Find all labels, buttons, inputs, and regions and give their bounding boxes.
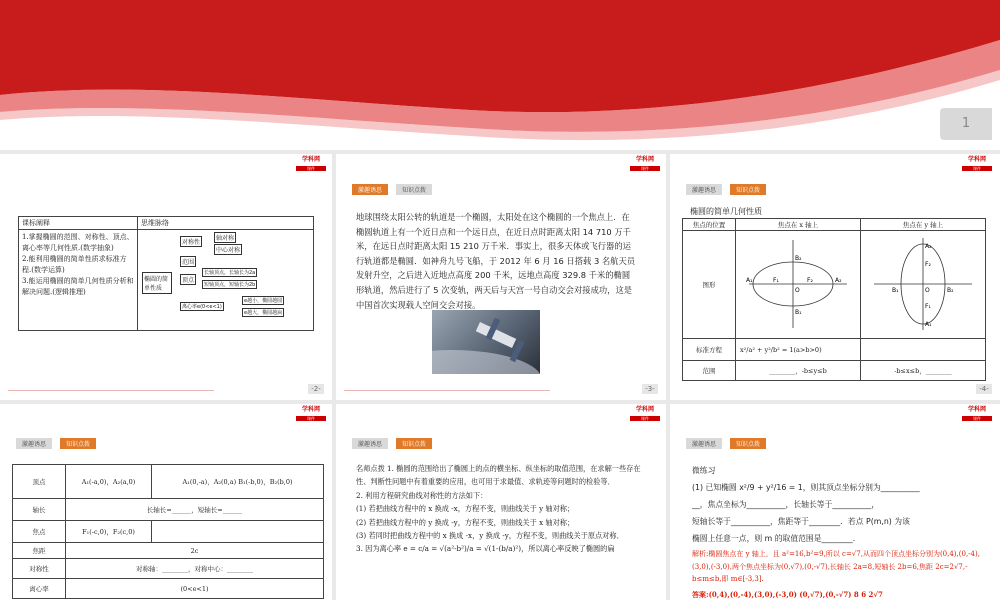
row-label: 轴长 <box>13 499 66 521</box>
mind-node: 范围 <box>180 256 196 267</box>
row-eq-label: 标准方程 <box>683 339 736 361</box>
mind-node: 短轴顶点，短轴长为2b <box>204 282 256 288</box>
cell-span: 2c <box>66 543 324 559</box>
exercise-title: 微练习 <box>692 466 716 475</box>
tab-zhishi[interactable]: 知识点拨 <box>730 438 766 449</box>
tip-intro: 名师点拨 1. 椭圆的范围给出了椭圆上的点的横坐标、纵坐标的取值范围，在求解一些存在性、判断性问题中有着重要的应用，也可用于求最值、求轨迹等问题时的检验等． <box>356 464 641 487</box>
slide-number: -4- <box>976 384 992 394</box>
row-label: 焦距 <box>13 543 66 559</box>
svg-text:A₂: A₂ <box>925 242 932 250</box>
tab-zhishi[interactable]: 知识点拨 <box>396 184 432 195</box>
exercise-q1: (1) 已知椭圆 x²/9 + y²/16 = 1，则其顶点坐标分别为__________ <box>692 483 920 492</box>
tab-jiqu[interactable]: 激趣诱思 <box>352 184 388 195</box>
cell-y: A₁(0,-a)，A₂(0,a) B₁(-b,0)，B₂(b,0) <box>152 465 324 499</box>
header-x: 焦点在 x 轴上 <box>736 219 861 231</box>
tab-zhishi[interactable]: 知识点拨 <box>730 184 766 195</box>
slide-number: -2- <box>308 384 324 394</box>
section-title: 椭圆的简单几何性质 <box>690 207 762 216</box>
red-wave-decoration <box>0 0 1000 150</box>
tip-2: 2. 利用方程研究曲线对称性的方法如下： <box>356 490 488 500</box>
mind-node: 对称性 <box>180 236 202 247</box>
footer-line <box>8 390 214 391</box>
range-y: -b≤x≤b，________ <box>861 361 986 381</box>
svg-text:B₂: B₂ <box>795 254 802 262</box>
mind-node: 离心率e(0<e<1) <box>182 304 222 310</box>
spacecraft-image <box>432 310 540 374</box>
exercise-q4: 椭圆上任意一点，则 m 的取值范围是________． <box>692 534 861 543</box>
col1-header: 课标阐释 <box>19 217 138 230</box>
goal-item: 1.掌握椭圆的范围、对称性、顶点、离心率等几何性质.(数学抽象) <box>22 233 134 252</box>
goal-item: 3.能运用椭圆的简单几何性质分析和解决问题.(逻辑推理) <box>22 277 134 296</box>
header-pos: 焦点的位置 <box>683 219 736 231</box>
mind-root: 椭圆的简单性质 <box>142 272 172 294</box>
cell-y <box>152 521 324 543</box>
svg-text:F₂: F₂ <box>925 260 931 268</box>
eq-y <box>861 339 986 361</box>
svg-text:O: O <box>925 286 930 294</box>
course-table <box>18 216 314 331</box>
row-range-label: 范围 <box>683 361 736 381</box>
exercise-q3: 短轴长等于__________，焦距等于________．若点 P(m,n) 为该 <box>692 517 910 526</box>
svg-text:B₂: B₂ <box>947 286 954 294</box>
slide-3[interactable] <box>670 154 1000 400</box>
goals-cell <box>19 230 138 331</box>
ellipse-x-icon <box>743 234 853 334</box>
mind-node: e越大，椭圆越扁 <box>244 310 283 316</box>
row-label: 顶点 <box>13 465 66 499</box>
svg-text:B₁: B₁ <box>892 286 899 294</box>
cell-span: (0<e<1) <box>66 579 324 599</box>
logo: 学科网 课件 <box>296 406 326 430</box>
cell-x: F₁(-c,0)，F₂(c,0) <box>66 521 152 543</box>
svg-text:O: O <box>795 286 800 294</box>
logo: 学科网 课件 <box>630 156 660 180</box>
header-banner <box>0 0 1000 150</box>
tab-bar <box>352 184 432 195</box>
tip-2-2: (2) 若把曲线方程中的 y 换成 -y，方程不变，则曲线关于 x 轴对称； <box>356 517 575 527</box>
mind-node: 轴对称 <box>214 232 236 243</box>
properties-table-2 <box>12 464 324 599</box>
properties-table <box>682 218 986 381</box>
tab-jiqu[interactable]: 激趣诱思 <box>352 438 388 449</box>
tip-2-3: (3) 若同时把曲线方程中的 x 换成 -x，y 换成 -y，方程不变，则曲线关于原点对称． <box>356 531 624 541</box>
tab-zhishi[interactable]: 知识点拨 <box>396 438 432 449</box>
row-label: 对称性 <box>13 559 66 579</box>
svg-text:F₁: F₁ <box>925 302 931 310</box>
ellipse-y-icon <box>868 234 978 334</box>
slide-number: -3- <box>642 384 658 394</box>
mind-map <box>138 230 314 331</box>
mind-node: 中心对称 <box>214 244 242 255</box>
row-label: 离心率 <box>13 579 66 599</box>
slide-4[interactable] <box>0 404 332 600</box>
tips-text <box>356 462 648 556</box>
svg-text:F₂: F₂ <box>807 276 813 284</box>
svg-text:B₁: B₁ <box>795 308 802 316</box>
slide-2[interactable] <box>336 154 666 400</box>
range-x: ________，-b≤y≤b <box>736 361 861 381</box>
slide-5[interactable] <box>336 404 666 600</box>
row-label: 焦点 <box>13 521 66 543</box>
tab-bar <box>686 438 766 449</box>
exercise-q2: __，焦点坐标为__________，长轴长等于__________， <box>692 500 880 509</box>
tab-jiqu[interactable]: 激趣诱思 <box>686 438 722 449</box>
answer-text: 答案:(0,4),(0,-4),(3,0),(-3,0) (0,√7),(0,-√7) 8 6 2√7 <box>692 590 883 599</box>
col2-header: 思维脉络 <box>138 217 314 230</box>
cell-x: A₁(-a,0)，A₂(a,0) <box>66 465 152 499</box>
tab-zhishi[interactable]: 知识点拨 <box>60 438 96 449</box>
logo: 学科网 课件 <box>296 156 326 180</box>
solution-text: 解析:椭圆焦点在 y 轴上，且 a²=16,b²=9,所以 c=√7,从而四个顶点坐标分别为(0,4),(0,-4),(3,0),(-3,0),两个焦点坐标为(0,√7),(0,-√7),长轴长 2a=8,短轴长 2b=6,焦距 2c=2√7,-b≤m≤b,即 m∈[-3,3]. <box>692 550 980 584</box>
header-y: 焦点在 y 轴上 <box>861 219 986 231</box>
svg-text:A₂: A₂ <box>835 276 842 284</box>
svg-text:A₁: A₁ <box>925 320 932 328</box>
row-graph-label: 图形 <box>683 231 736 339</box>
spacecraft-icon <box>432 310 540 374</box>
svg-text:A₁: A₁ <box>746 276 753 284</box>
tab-jiqu[interactable]: 激趣诱思 <box>16 438 52 449</box>
exercise-block <box>692 462 988 547</box>
mind-node: 长轴顶点，长轴长为2a <box>204 270 256 276</box>
graph-y <box>861 231 986 339</box>
logo: 学科网 课件 <box>630 406 660 430</box>
cell-span: 长轴长=______，短轴长=______ <box>66 499 324 521</box>
tab-bar <box>16 438 96 449</box>
goal-item: 2.能利用椭圆的简单性质求标准方程.(数学运算) <box>22 255 127 274</box>
intro-paragraph: 地球围绕太阳公转的轨道是一个椭圆，太阳处在这个椭圆的一个焦点上．在椭圆轨道上有一个近日点和一个远日点，在近日点时距离太阳 14 710 万千米，在远日点时距离太阳 15 210 万千米．事实上，很多天体或飞行器的运行轨道都是椭圆．如神舟九号飞船，于 2012 年 6 月 16 日搭载 3 名航天员发射升空，之后进入近地点高度 200 千米，远地点高度 329.8 千米的椭圆形轨道，然后进行了 5 次变轨，两天后与天宫一号自动交会对接成功，这是中国首次实现载人空间交会对接。 <box>356 212 636 310</box>
mind-node: e越小，椭圆越圆 <box>244 298 283 304</box>
eq-x: x²/a² + y²/b² = 1(a>b>0) <box>736 339 861 361</box>
tip-2-1: (1) 若把曲线方程中的 x 换成 -x，方程不变，则曲线关于 y 轴对称； <box>356 504 575 514</box>
tip-3: 3. 因为离心率 e = c/a = √(a²-b²)/a = √(1-(b/a)²)，所以离心率反映了椭圆的扁 <box>356 544 615 554</box>
mind-node: 顶点 <box>180 274 196 285</box>
tab-bar <box>352 438 432 449</box>
slide-1[interactable] <box>0 154 332 400</box>
tab-bar <box>686 184 766 195</box>
page-number-badge: 1 <box>940 108 992 140</box>
cell-span: 对称轴：________，对称中心：________ <box>66 559 324 579</box>
slide-6[interactable] <box>670 404 1000 600</box>
tab-jiqu[interactable]: 激趣诱思 <box>686 184 722 195</box>
graph-x <box>736 231 861 339</box>
footer-line <box>344 390 550 391</box>
svg-text:F₁: F₁ <box>773 276 779 284</box>
logo: 学科网 课件 <box>962 406 992 430</box>
logo: 学科网 课件 <box>962 156 992 180</box>
